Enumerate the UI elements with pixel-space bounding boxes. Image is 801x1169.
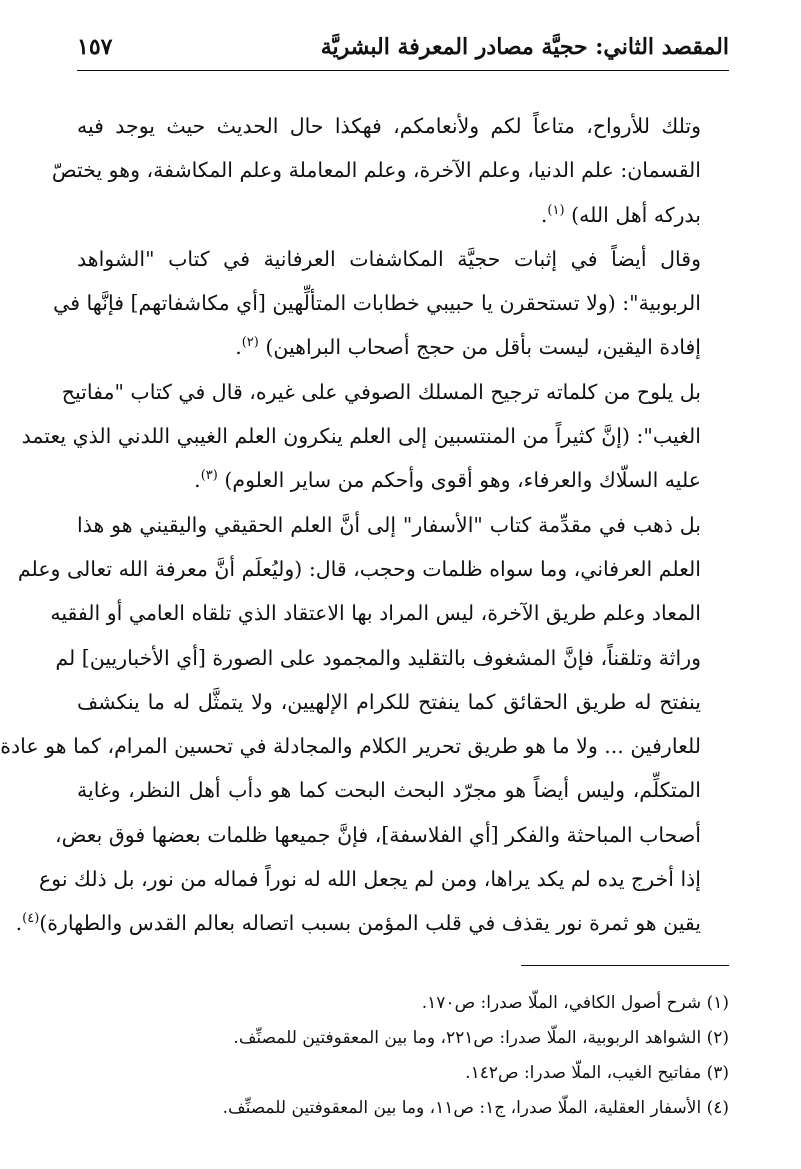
page-number: ١٥٧: [77, 34, 113, 60]
header-title: المقصد الثاني: حجيَّة مصادر المعرفة البشريَّة: [320, 34, 729, 60]
text-line: بدركه أهل الله): [571, 202, 701, 227]
footnote-2: (٢) الشواهد الربوبية، الملّا صدرا: ص٢٢١، وما بين المعقوفتين للمصنِّف.: [233, 1028, 729, 1048]
text-line: عليه السلّاك والعرفاء، وهو أقوى وأحكم من ساير العلوم): [224, 468, 701, 493]
text-line: أصحاب المباحثة والفكر [أي الفلاسفة]، فإنَّ جميعها ظلمات بعضها فوق بعض،: [55, 822, 701, 847]
text-line: الغيب": (إنَّ كثيراً من المنتسبين إلى العلم ينكرون العلم الغيبي اللدني الذي يعتمد: [21, 424, 701, 449]
text-line: ينفتح له طريق الحقائق كما ينفتح للكرام الإلهيين، ولا يتمثَّل له ما ينكشف: [77, 689, 701, 714]
running-header: [77, 30, 729, 71]
footnote-4: (٤) الأسفار العقلية، الملّا صدرا، ج١: ص١١، وما بين المعقوفتين للمصنِّف.: [222, 1098, 729, 1118]
footnote-ref-3[interactable]: (٣): [200, 468, 218, 484]
text-line-last: يقين هو ثمرة نور يقذف في قلب المؤمن بسبب اتصاله بعالم القدس والطهارة)$^{(٤)}$.: [15, 911, 701, 936]
main-text: [0, 104, 729, 946]
text-line: بل ذهب في مقدِّمة كتاب "الأسفار" إلى أنَّ العلم الحقيقي واليقيني هو هذا: [77, 512, 701, 537]
text-line: الربوبية": (ولا تستحقرن يا حبيبي خطابات المتألِّهين [أي مكاشفاتهم] فإنَّها في: [53, 291, 701, 316]
paragraph-4: [0, 503, 729, 946]
text-line: وراثة وتلقناً، فإنَّ المشغوف بالتقليد والمجمود على الصورة [أي الأخباريين] لم: [55, 645, 701, 670]
footnote-ref-2[interactable]: (٢): [241, 335, 259, 351]
text-line: القسمان: علم الدنيا، وعلم الآخرة، وعلم المعاملة وعلم المكاشفة، وهو يختصّ: [51, 158, 701, 183]
text-line-last: بدركه أهل الله) $^{(١)}$.: [540, 202, 701, 227]
text-line: المعاد وعلم طريق الآخرة، ليس المراد بها الاعتقاد الذي تلقاه العامي أو الفقيه: [50, 601, 701, 626]
footnote-ref-1[interactable]: (١): [547, 202, 565, 218]
text-line: للعارفين ... ولا ما هو طريق تحرير الكلام والمجادلة في تحسين المرام، كما هو عادة: [0, 734, 701, 759]
paragraph-3: [21, 370, 729, 503]
footnote-1: (١) شرح أصول الكافي، الملّا صدرا: ص١٧٠.: [421, 993, 729, 1013]
text-line-last: عليه السلّاك والعرفاء، وهو أقوى وأحكم من ساير العلوم) $^{(٣)}$.: [194, 468, 701, 493]
footnote-separator: [521, 965, 729, 966]
text-line: بل يلوح من كلماته ترجيح المسلك الصوفي على غيره، قال في كتاب "مفاتيح: [61, 379, 701, 404]
paragraph-1: [51, 104, 729, 237]
text-line: إذا أخرج يده لم يكد يراها، ومن لم يجعل الله له نوراً فماله من نور، بل ذلك نوع: [39, 867, 701, 892]
paragraph-2: [53, 237, 729, 370]
text-line: إفادة اليقين، ليست بأقل من حجج أصحاب البراهين): [265, 335, 701, 360]
footnote-ref-4[interactable]: (٤): [22, 911, 40, 927]
footnotes: [77, 986, 729, 1126]
text-line: وتلك للأرواح، متاعاً لكم ولأنعامكم، فهكذا حال الحديث حيث يوجد فيه: [77, 114, 701, 138]
text-line: وقال أيضاً في إثبات حجيَّة المكاشفات العرفانية في كتاب "الشواهد: [77, 246, 701, 271]
footnote-3: (٣) مفاتيح الغيب، الملّا صدرا: ص١٤٢.: [465, 1063, 729, 1083]
text-line: المتكلِّم، وليس أيضاً هو مجرّد البحث البحت كما هو دأب أهل النظر، وغاية: [77, 778, 701, 803]
text-line-last: إفادة اليقين، ليست بأقل من حجج أصحاب البراهين) $^{(٢)}$.: [235, 335, 701, 360]
text-line: العلم العرفاني، وما سواه ظلمات وحجب، قال: (وليُعلَم أنَّ معرفة الله تعالى وعلم: [17, 556, 701, 581]
text-line: يقين هو ثمرة نور يقذف في قلب المؤمن بسبب اتصاله بعالم القدس والطهارة): [39, 911, 701, 936]
